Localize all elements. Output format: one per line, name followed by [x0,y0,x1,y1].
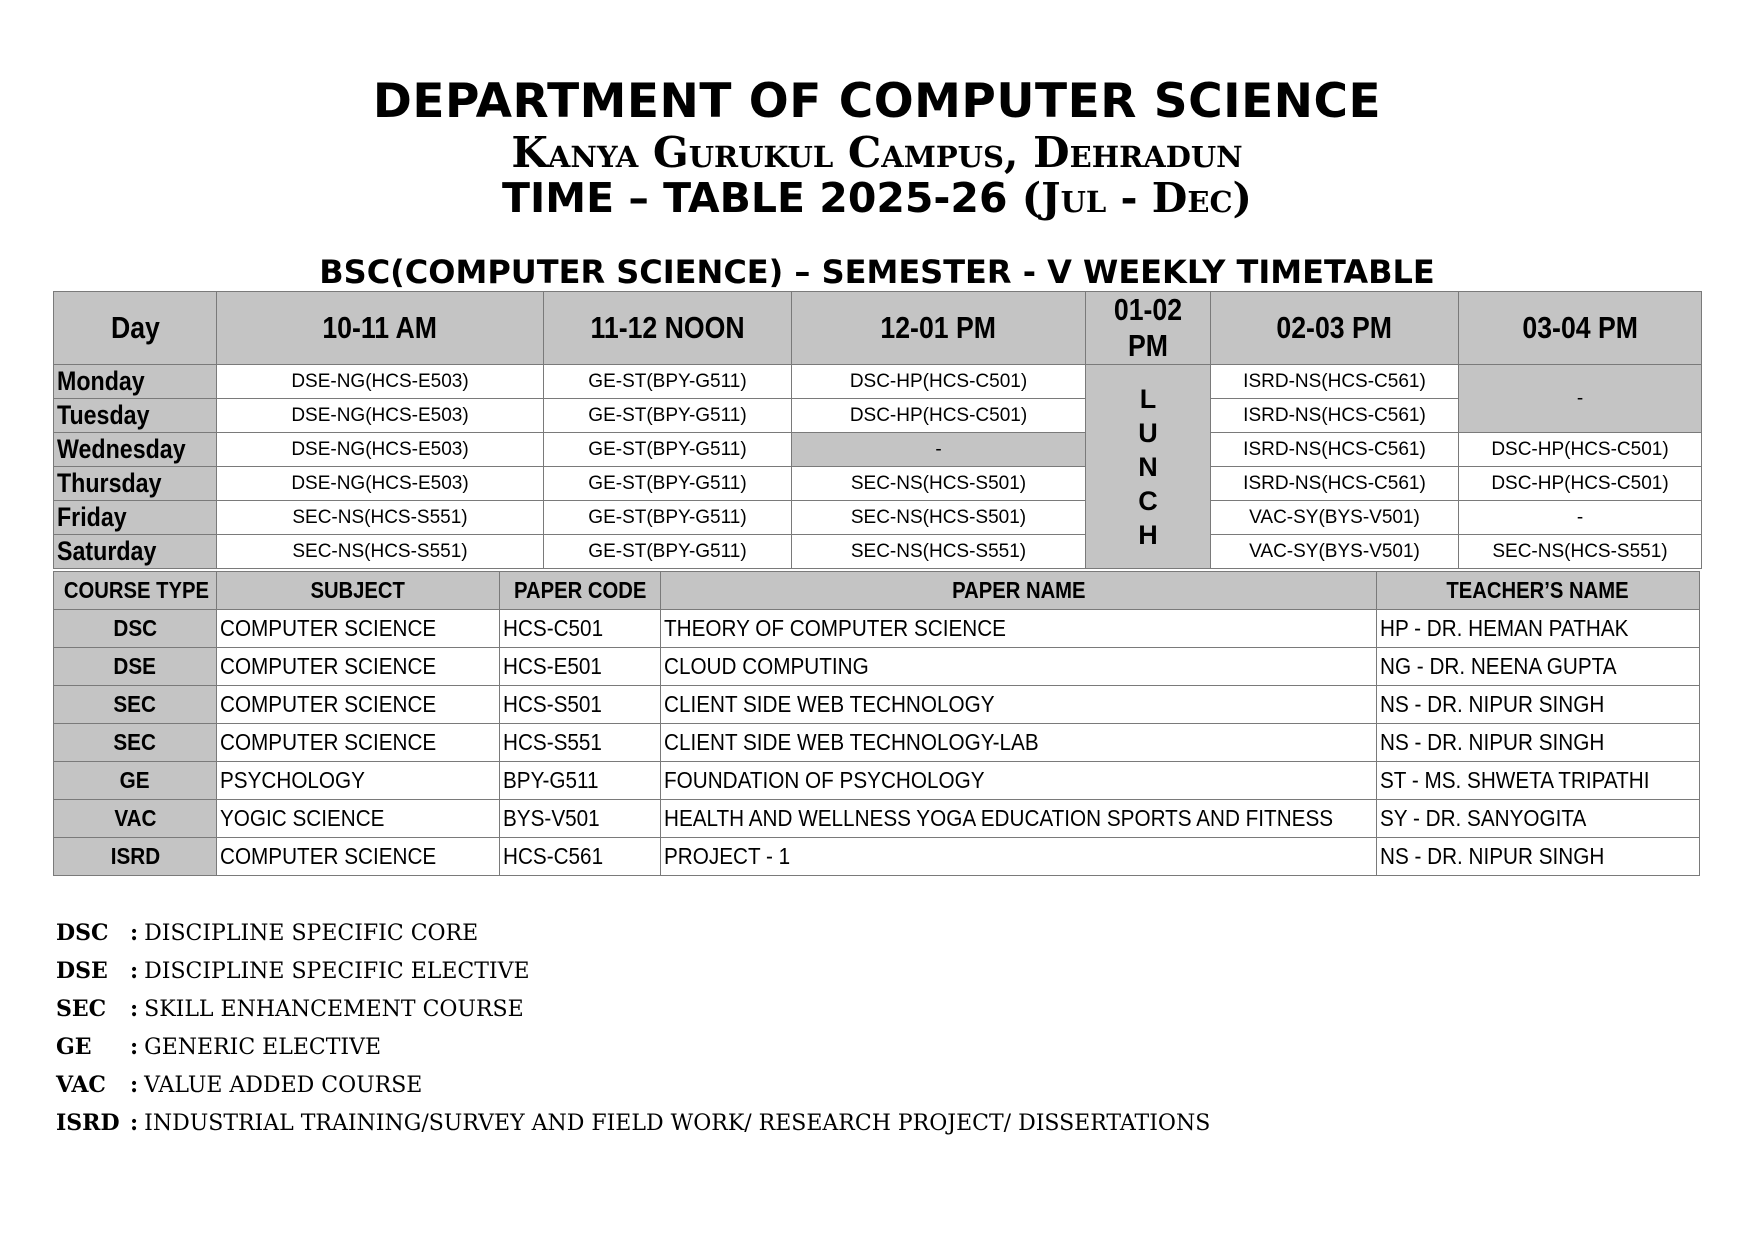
class-cell: DSC-HP(HCS-C501) [792,365,1086,399]
day-cell: Wednesday [54,433,217,467]
timetable-header-slot-3: 12-01 PM [792,292,1086,365]
legend-item [56,914,1210,952]
class-cell: GE-ST(BPY-G511) [544,501,792,535]
course-type-cell: GE [54,762,217,800]
campus-subtitle: Kanya Gurukul Campus, Dehradun [511,128,1243,177]
timetable-period: (Jul - Dec) [1021,174,1252,222]
course-row [54,648,1700,686]
class-cell: ISRD-NS(HCS-C561) [1211,433,1459,467]
subject-cell: COMPUTER SCIENCE [217,838,500,876]
timetable-header-day: Day [54,292,217,365]
course-header-name: PAPER NAME [661,572,1377,610]
paper-code-cell: HCS-S501 [500,686,661,724]
paper-name-cell: PROJECT - 1 [661,838,1377,876]
empty-slot-cell: - [792,433,1086,467]
class-cell: DSE-NG(HCS-E503) [217,467,544,501]
paper-code-cell: HCS-S551 [500,724,661,762]
teacher-cell: NG - DR. NEENA GUPTA [1377,648,1700,686]
teacher-cell: NS - DR. NIPUR SINGH [1377,724,1700,762]
legend-item [56,952,1210,990]
legend-separator: : [130,996,139,1022]
course-type-cell: VAC [54,800,217,838]
day-cell: Saturday [54,535,217,569]
legend-desc: INDUSTRIAL TRAINING/SURVEY AND FIELD WORK/ RESEARCH PROJECT/ DISSERTATIONS [144,1111,1211,1136]
class-cell: GE-ST(BPY-G511) [544,535,792,569]
paper-name-cell: FOUNDATION OF PSYCHOLOGY [661,762,1377,800]
legend-desc: DISCIPLINE SPECIFIC CORE [144,921,479,946]
paper-code-cell: HCS-C561 [500,838,661,876]
timetable-title [0,174,1754,222]
class-cell: DSC-HP(HCS-C501) [792,399,1086,433]
legend-desc: DISCIPLINE SPECIFIC ELECTIVE [144,959,530,984]
timetable-row [54,433,1702,467]
class-cell: GE-ST(BPY-G511) [544,365,792,399]
teacher-cell: HP - DR. HEMAN PATHAK [1377,610,1700,648]
course-type-cell: DSE [54,648,217,686]
teacher-cell: NS - DR. NIPUR SINGH [1377,686,1700,724]
weekly-timetable [53,291,1702,569]
class-cell: DSE-NG(HCS-E503) [217,433,544,467]
class-cell: ISRD-NS(HCS-C561) [1211,365,1459,399]
timetable-row [54,467,1702,501]
class-cell: SEC-NS(HCS-S501) [792,501,1086,535]
empty-slot-cell: - [1459,365,1702,433]
class-cell: VAC-SY(BYS-V501) [1211,535,1459,569]
class-cell: ISRD-NS(HCS-C561) [1211,399,1459,433]
teacher-cell: SY - DR. SANYOGITA [1377,800,1700,838]
class-cell: SEC-NS(HCS-S551) [217,535,544,569]
lunch-letter: L [1139,383,1157,414]
legend-desc: GENERIC ELECTIVE [144,1035,382,1060]
course-header-code: PAPER CODE [500,572,661,610]
class-cell: DSC-HP(HCS-C501) [1459,433,1702,467]
legend-abbr: ISRD [56,1110,120,1136]
course-row [54,762,1700,800]
legend-abbr: GE [56,1034,92,1060]
class-cell: SEC-NS(HCS-S551) [217,501,544,535]
subject-cell: COMPUTER SCIENCE [217,724,500,762]
timetable-header-slot-2: 11-12 NOON [544,292,792,365]
teacher-cell: ST - MS. SHWETA TRIPATHI [1377,762,1700,800]
timetable-header-slot-4: 01-02 PM [1086,292,1211,365]
class-cell: SEC-NS(HCS-S551) [792,535,1086,569]
timetable-header-slot-6: 03-04 PM [1459,292,1702,365]
course-row [54,800,1700,838]
course-row [54,686,1700,724]
class-cell: GE-ST(BPY-G511) [544,433,792,467]
course-row [54,724,1700,762]
class-cell: SEC-NS(HCS-S501) [792,467,1086,501]
paper-name-cell: CLOUD COMPUTING [661,648,1377,686]
course-row [54,610,1700,648]
teacher-cell: NS - DR. NIPUR SINGH [1377,838,1700,876]
legend-item [56,990,1210,1028]
timetable-row [54,535,1702,569]
abbreviation-legend [56,914,1210,1142]
class-cell: DSC-HP(HCS-C501) [1459,467,1702,501]
legend-abbr: VAC [56,1072,106,1098]
class-cell: SEC-NS(HCS-S551) [1459,535,1702,569]
timetable-header-slot-1: 10-11 AM [217,292,544,365]
paper-code-cell: HCS-E501 [500,648,661,686]
timetable-title-main: TIME – TABLE 2025-26 [502,174,1008,222]
timetable-header-row [54,292,1702,365]
legend-desc: SKILL ENHANCEMENT COURSE [144,997,524,1022]
paper-code-cell: BPY-G511 [500,762,661,800]
subject-cell: COMPUTER SCIENCE [217,648,500,686]
legend-item [56,1104,1210,1142]
subject-cell: PSYCHOLOGY [217,762,500,800]
course-header-type: COURSE TYPE [54,572,217,610]
course-details-table [53,571,1700,876]
legend-abbr: DSC [56,920,109,946]
timetable-row [54,365,1702,399]
course-header-teacher: TEACHER’S NAME [1377,572,1700,610]
department-title: DEPARTMENT OF COMPUTER SCIENCE [372,74,1382,129]
paper-name-cell: CLIENT SIDE WEB TECHNOLOGY [661,686,1377,724]
lunch-break-cell [1086,365,1211,569]
lunch-letter: C [1138,485,1158,516]
lunch-letter: N [1138,451,1158,482]
class-cell: GE-ST(BPY-G511) [544,399,792,433]
timetable-header-slot-5: 02-03 PM [1211,292,1459,365]
paper-name-cell: THEORY OF COMPUTER SCIENCE [661,610,1377,648]
day-cell: Tuesday [54,399,217,433]
class-cell: - [1459,501,1702,535]
course-type-cell: ISRD [54,838,217,876]
day-cell: Monday [54,365,217,399]
paper-name-cell: CLIENT SIDE WEB TECHNOLOGY-LAB [661,724,1377,762]
legend-item [56,1066,1210,1104]
subject-cell: COMPUTER SCIENCE [217,686,500,724]
day-cell: Friday [54,501,217,535]
subject-cell: YOGIC SCIENCE [217,800,500,838]
paper-code-cell: HCS-C501 [500,610,661,648]
class-cell: ISRD-NS(HCS-C561) [1211,467,1459,501]
class-cell: DSE-NG(HCS-E503) [217,365,544,399]
subject-cell: COMPUTER SCIENCE [217,610,500,648]
paper-name-cell: HEALTH AND WELLNESS YOGA EDUCATION SPORTS AND FITNESS [661,800,1377,838]
program-title: BSC(COMPUTER SCIENCE) – SEMESTER - V WEEKLY TIMETABLE [319,253,1435,291]
legend-desc: VALUE ADDED COURSE [144,1073,423,1098]
legend-separator: : [130,920,139,946]
class-cell: GE-ST(BPY-G511) [544,467,792,501]
course-type-cell: SEC [54,724,217,762]
course-type-cell: SEC [54,686,217,724]
lunch-letter: H [1138,519,1158,550]
course-type-cell: DSC [54,610,217,648]
lunch-letter: U [1138,417,1158,448]
legend-abbr: SEC [56,996,107,1022]
class-cell: DSE-NG(HCS-E503) [217,399,544,433]
legend-separator: : [130,958,139,984]
legend-abbr: DSE [56,958,108,984]
course-header-row [54,572,1700,610]
legend-separator: : [130,1072,139,1098]
legend-separator: : [130,1110,139,1136]
timetable-row [54,399,1702,433]
timetable-row [54,501,1702,535]
legend-item [56,1028,1210,1066]
paper-code-cell: BYS-V501 [500,800,661,838]
class-cell: VAC-SY(BYS-V501) [1211,501,1459,535]
legend-separator: : [130,1034,139,1060]
course-row [54,838,1700,876]
day-cell: Thursday [54,467,217,501]
course-header-subject: SUBJECT [217,572,500,610]
